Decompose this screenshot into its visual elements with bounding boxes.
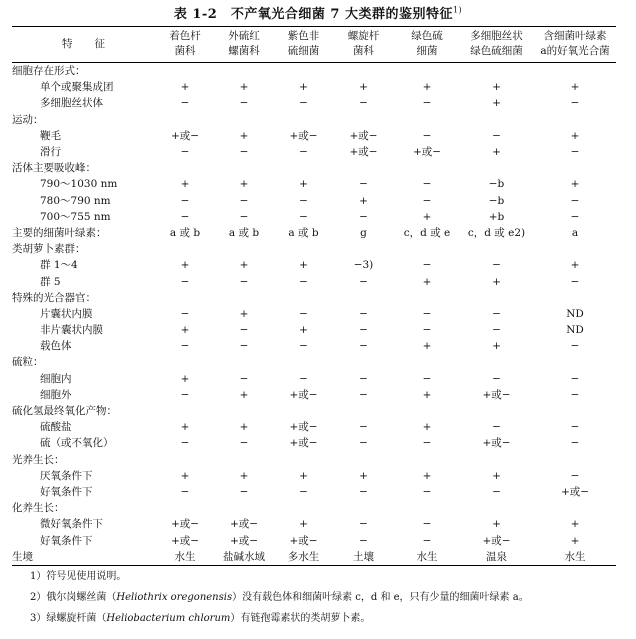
table-row [12,532,616,548]
table-cell: + [492,97,501,110]
table-cell: − [422,129,432,142]
table-cell: + [570,259,580,272]
row-label: 特殊的光合器官： [12,291,96,304]
table-cell: 水生 [174,550,196,563]
column-header: 外硫红 螺菌科 [228,30,260,57]
column-header: 多细胞丝状 绿色硫细菌 [470,30,523,57]
identification-table [12,26,616,566]
table-cell: g [360,226,367,239]
table-cell: + [239,81,249,94]
footnote-3: 3）绿螺旋杆菌（Heliobacterium chlorum）有链孢霉素状的类胡萝卜素。 [30,613,371,624]
table-cell: − [239,146,249,159]
table-cell: − [359,210,368,223]
table-cell: − [359,388,368,401]
table-cell: − [570,340,580,353]
table-cell: + [239,129,249,142]
table-cell: a 或 b [288,226,319,239]
table-cell [459,241,534,257]
table-cell [275,500,332,516]
table-cell [157,500,213,516]
table-cell: − [239,324,249,337]
table-cell [213,63,275,80]
table-cell [395,354,459,370]
table-cell: −3) [353,259,374,272]
table-cell: + [359,194,368,207]
table-cell: + [180,324,190,337]
table-cell: c，d 或 e2) [467,226,526,239]
table-cell [534,160,616,176]
row-label: 单个或聚集成团 [40,81,114,94]
row-label: 硫粒： [12,356,44,369]
table-cell [332,290,395,306]
table-cell: − [180,437,190,450]
table-row [12,338,616,354]
table-cell: − [422,534,432,547]
row-label: 厌氧条件下 [40,469,93,482]
table-cell: − [239,97,249,110]
table-cell [213,290,275,306]
table-cell: − [299,307,308,320]
table-cell [534,354,616,370]
table-cell: − [299,372,308,385]
table-cell [395,500,459,516]
table-cell: + [422,421,432,434]
table-row [12,273,616,289]
table-row [12,435,616,451]
table-cell: +或− [412,146,442,159]
table-cell [534,290,616,306]
table-cell [395,112,459,128]
table-cell: − [359,340,368,353]
row-label: 790～1030 nm [40,178,118,191]
table-row [12,354,616,370]
table-cell [395,160,459,176]
table-cell [332,354,395,370]
table-row [12,549,616,566]
table-cell [157,452,213,468]
table-cell: 多水生 [287,550,320,563]
row-label: 群 1～4 [40,259,78,272]
row-label: 类胡萝卜素群： [12,243,86,256]
table-cell: + [299,324,308,337]
table-cell: a 或 b [228,226,260,239]
table-cell: + [492,340,501,353]
table-cell: − [359,421,368,434]
table-cell: +或− [289,388,318,401]
table-cell: − [422,372,432,385]
row-label: 硫化氢最终氧化产物： [12,405,117,418]
table-cell: +或− [229,534,259,547]
table-cell: − [239,275,249,288]
table-cell: − [359,518,368,531]
table-cell: − [570,421,580,434]
table-cell [213,500,275,516]
table-row [12,241,616,257]
table-cell [395,290,459,306]
row-label: 载色体 [40,340,72,353]
table-cell: + [570,518,580,531]
table-cell: + [180,178,190,191]
table-cell: ND [566,324,584,337]
table-cell: − [492,372,501,385]
table-cell [459,452,534,468]
table-cell [213,452,275,468]
table-cell [213,160,275,176]
table-cell [275,354,332,370]
table-cell [332,500,395,516]
table-cell: − [180,388,190,401]
table-cell: − [570,372,580,385]
table-cell [534,452,616,468]
table-row [12,193,616,209]
table-cell: + [359,81,368,94]
table-row [12,63,616,80]
table-cell: +或− [349,146,378,159]
table-cell: − [299,97,308,110]
table-cell: − [299,210,308,223]
table-row [12,419,616,435]
table-body [12,63,616,566]
table-cell: − [239,210,249,223]
table-cell: − [570,146,580,159]
table-row [12,176,616,192]
table-cell [332,452,395,468]
table-cell: − [570,388,580,401]
row-label: 主要的细菌叶绿素： [12,226,107,239]
table-cell: + [422,81,432,94]
table-cell: + [239,307,249,320]
table-cell [534,241,616,257]
table-cell: ND [566,307,584,320]
table-cell: − [422,194,432,207]
table-cell: − [180,340,190,353]
table-cell: + [299,81,308,94]
table-cell: − [239,437,249,450]
row-label: 多细胞丝状体 [40,97,103,110]
table-cell [534,403,616,419]
table-cell: − [422,178,432,191]
table-cell: + [422,469,432,482]
feature-header: 特征 [62,37,127,50]
table-cell: +或− [482,388,511,401]
row-label: 片囊状内膜 [40,307,93,320]
table-cell: − [359,437,368,450]
table-cell: −b [488,194,505,207]
table-cell: − [570,275,580,288]
table-row [12,128,616,144]
table-cell: − [570,97,580,110]
table-cell: + [570,129,580,142]
table-row [12,306,616,322]
table-cell [332,63,395,80]
table-cell: + [239,421,249,434]
table-cell [275,290,332,306]
table-header-row [12,27,616,63]
row-label: 化养生长： [12,502,65,515]
table-cell: − [422,518,432,531]
table-row [12,371,616,387]
table-cell: +或− [170,534,200,547]
table-row [12,516,616,532]
table-cell [275,403,332,419]
table-cell: 土壤 [353,550,374,563]
row-label: 硫酸盐 [40,421,72,434]
table-cell [213,403,275,419]
table-cell: + [180,81,190,94]
table-cell: + [180,372,190,385]
table-cell: − [180,194,190,207]
footnote-2: 2）俄尔岗螺丝菌（Heliothrix oregonensis）没有载色体和细菌叶绿素 c，d 和 e，只有少量的细菌叶绿素 a。 [30,592,529,603]
table-cell: + [239,259,249,272]
table-cell: + [422,210,432,223]
table-cell: + [492,275,501,288]
table-cell: − [359,372,368,385]
table-row [12,160,616,176]
table-cell [275,112,332,128]
row-label: 滑行 [40,146,61,159]
table-cell: − [239,194,249,207]
table-cell: + [492,518,501,531]
table-cell [213,354,275,370]
table-cell: 水生 [416,550,438,563]
table-cell [213,112,275,128]
table-cell [534,112,616,128]
table-cell: + [570,178,580,191]
table-cell [459,403,534,419]
table-cell [459,63,534,80]
table-cell [275,160,332,176]
table-cell: + [422,275,432,288]
table-cell: − [299,194,308,207]
table-row [12,79,616,95]
row-label: 非片囊状内膜 [40,324,103,337]
table-cell: +或− [482,534,511,547]
table-cell: − [570,469,580,482]
table-cell: − [492,485,501,498]
row-label: 硫（或不氧化） [40,437,114,450]
table-cell: − [239,485,249,498]
table-cell: + [570,81,580,94]
table-cell [395,241,459,257]
column-header: 绿色硫 细菌 [411,30,443,57]
table-row [12,209,616,225]
table-cell: − [492,324,501,337]
table-cell [157,403,213,419]
row-label: 活体主要吸收峰： [12,162,96,175]
table-cell: − [422,485,432,498]
table-cell [332,112,395,128]
table-cell [157,290,213,306]
row-label: 生境 [12,550,33,563]
table-cell [534,63,616,80]
table-cell: + [239,178,249,191]
table-cell: 盐碱水域 [223,550,265,563]
table-cell [332,241,395,257]
row-label: 好氧条件下 [40,534,93,547]
table-cell: − [492,259,501,272]
table-cell: +或− [289,129,318,142]
table-cell: + [492,146,501,159]
table-cell: 温泉 [486,550,507,563]
table-cell [459,500,534,516]
table-row [12,403,616,419]
table-cell: − [299,146,308,159]
table-cell: − [180,97,190,110]
row-label: 780～790 nm [40,194,111,207]
table-cell [534,500,616,516]
table-cell: − [570,210,580,223]
table-cell [157,354,213,370]
table-cell: +或− [170,129,200,142]
table-cell: +或− [289,437,318,450]
table-cell: +或− [229,518,259,531]
table-cell: − [299,485,308,498]
column-header: 螺旋杆 菌科 [347,30,380,57]
column-header: 着色杆 菌科 [169,30,201,57]
table-row [12,322,616,338]
table-cell: − [359,275,368,288]
table-cell [459,354,534,370]
table-cell: + [492,81,501,94]
table-cell: − [180,485,190,498]
table-cell [459,112,534,128]
table-cell: + [180,259,190,272]
table-cell [459,160,534,176]
row-label: 运动： [12,113,44,126]
table-cell: + [180,421,190,434]
table-cell: − [422,307,432,320]
table-row [12,484,616,500]
table-cell: + [239,469,249,482]
table-cell: +或− [289,421,318,434]
table-cell: + [299,469,308,482]
table-title: 表 1-2 不产氧光合细菌 7 大类群的鉴别特征$^{1)}$ [173,5,463,22]
table-cell: − [359,178,368,191]
table-cell: − [359,534,368,547]
table-cell: − [492,421,501,434]
table-cell: +或− [170,518,200,531]
table-cell: a [571,226,579,239]
table-cell: − [299,340,308,353]
row-label: 鞭毛 [40,129,61,142]
table-cell: − [180,210,190,223]
table-cell: − [180,307,190,320]
table-cell: 水生 [564,550,586,563]
table-cell: − [299,275,308,288]
row-label: 光养生长： [12,453,65,466]
table-cell: − [239,372,249,385]
table-cell: + [239,388,249,401]
table-cell: + [299,259,308,272]
table-cell: − [180,275,190,288]
table-cell: + [299,178,308,191]
table-cell [275,241,332,257]
table-cell: +b [488,210,505,223]
table-cell [395,403,459,419]
row-label: 细胞内 [40,372,72,385]
table-cell: + [299,518,308,531]
row-label: 微好氧条件下 [40,518,103,531]
table-cell: − [570,437,580,450]
table-cell [395,452,459,468]
table-row [12,468,616,484]
row-label: 700～755 nm [40,210,111,223]
table-cell: +或− [482,437,511,450]
table-cell [275,452,332,468]
table-cell [157,241,213,257]
table-row [12,95,616,111]
table-cell [213,241,275,257]
row-label: 群 5 [40,275,61,288]
table-cell: − [239,340,249,353]
row-label: 细胞存在形式： [12,65,86,78]
row-label: 细胞外 [40,388,72,401]
table-cell: − [422,259,432,272]
table-row [12,144,616,160]
table-cell: − [359,485,368,498]
table-row [12,452,616,468]
row-label: 好氧条件下 [40,485,93,498]
table-cell: − [359,324,368,337]
table-cell [157,160,213,176]
table-cell: + [570,534,580,547]
table-cell: − [492,129,501,142]
table-cell [395,63,459,80]
table-cell: +或− [289,534,318,547]
table-cell: − [422,97,432,110]
table-cell: + [492,469,501,482]
table-cell: −b [488,178,505,191]
table-cell: +或− [349,129,378,142]
table-cell [332,160,395,176]
table-row [12,112,616,128]
table-cell [275,63,332,80]
table-row [12,257,616,273]
table-cell: c，d 或 e [403,226,451,239]
table-cell [332,403,395,419]
table-cell: − [359,97,368,110]
table-cell: + [180,469,190,482]
table-cell: − [359,307,368,320]
table-row [12,290,616,306]
footnotes [30,566,620,629]
footnote-1: 1）符号见使用说明。 [30,571,127,582]
table-cell: − [570,194,580,207]
table-cell [157,63,213,80]
table-cell: +或− [560,485,590,498]
table-cell: a 或 b [169,226,201,239]
table-cell: + [422,340,432,353]
table-cell: − [422,437,432,450]
table-row [12,500,616,516]
table-cell [459,290,534,306]
table-row [12,387,616,403]
table-cell: − [492,307,501,320]
table-row [12,225,616,241]
table-cell: + [359,469,368,482]
column-header: 含细菌叶绿素 a的好氧光合菌 [540,30,610,57]
table-cell: + [422,388,432,401]
table-cell: − [180,146,190,159]
column-header: 紫色非 硫细菌 [287,30,320,57]
table-cell: − [422,324,432,337]
table-cell [157,112,213,128]
